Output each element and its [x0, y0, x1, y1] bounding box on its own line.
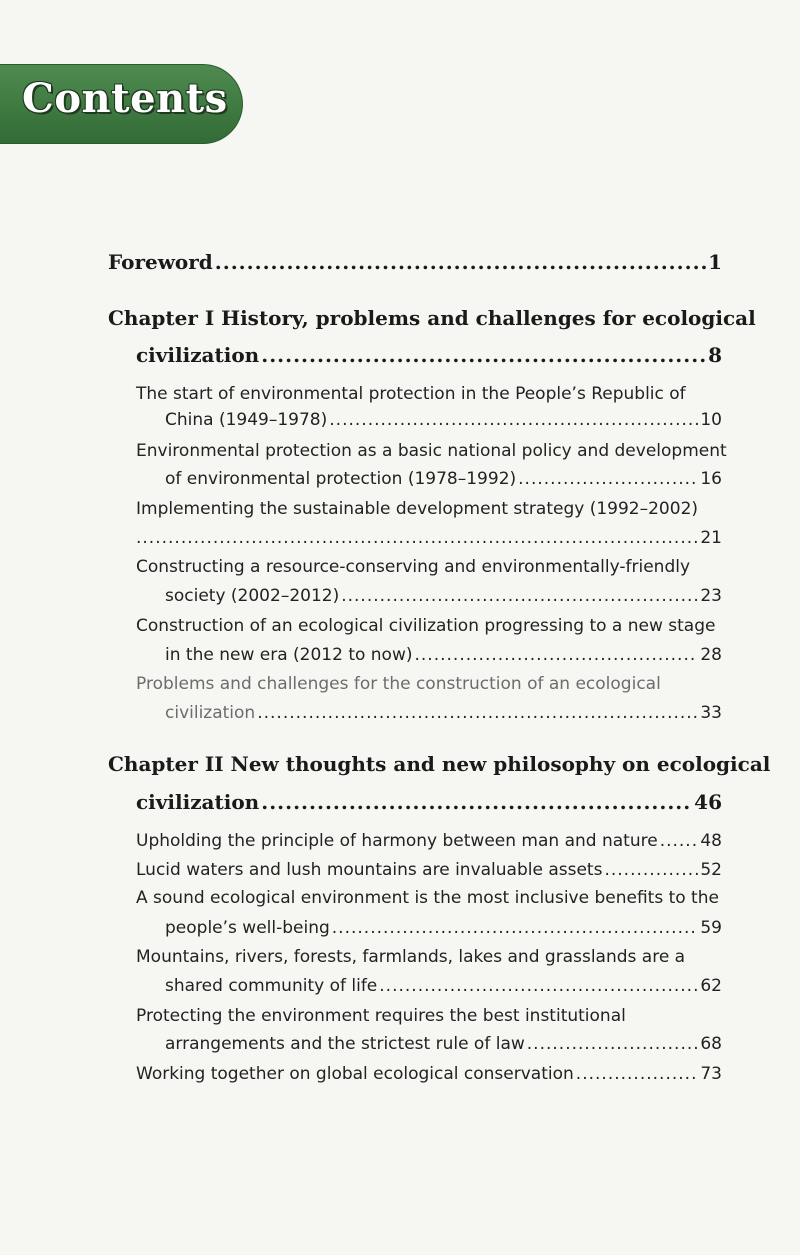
toc-entry-section[interactable]: Mountains, rivers, forests, farmlands, lakes and grasslands are a [136, 947, 686, 967]
chapter-1-title[interactable]: Chapter I History, problems and challenges for ecological [108, 306, 756, 330]
chapter-2-title[interactable]: Chapter II New thoughts and new philosophy on ecological [108, 752, 771, 776]
toc-entry-section[interactable]: Problems and challenges for the construction of an ecological [136, 674, 661, 694]
toc-entry-foreword[interactable] [108, 250, 722, 274]
toc-entry-section[interactable]: The start of environmental protection in the People’s Republic of [136, 384, 686, 404]
dot-leader [527, 1034, 699, 1054]
toc-page-number: 52 [700, 860, 722, 880]
toc-label: Working together on global ecological conservation [136, 1064, 574, 1084]
toc-entry-section[interactable]: Protecting the environment requires the best institutional [136, 1006, 626, 1026]
toc-entry-section[interactable]: Constructing a resource-conserving and environmentally-friendly [136, 557, 691, 577]
toc-label: China (1949–1978) [165, 410, 328, 430]
toc-entry-section-continued[interactable] [165, 645, 722, 665]
toc-page-number: 48 [700, 831, 722, 851]
toc-page-number: 23 [700, 586, 722, 606]
toc-page-number: 21 [700, 528, 722, 548]
dot-leader [257, 703, 698, 723]
toc-entry-section[interactable] [136, 831, 722, 851]
toc-entry-section[interactable]: Construction of an ecological civilization progressing to a new stage [136, 616, 716, 636]
dot-leader [379, 976, 698, 996]
contents-banner [0, 64, 243, 144]
toc-label: shared community of life [165, 976, 378, 996]
dot-leader [604, 860, 698, 880]
toc-label: society (2002–2012) [165, 586, 340, 606]
toc-label: of environmental protection (1978–1992) [165, 469, 517, 489]
toc-entry-section-continued[interactable] [165, 703, 722, 723]
toc-entry-chapter-1[interactable] [136, 343, 722, 367]
dot-leader [261, 790, 692, 814]
toc-label: arrangements and the strictest rule of law [165, 1034, 525, 1054]
toc-page-number: 1 [708, 250, 722, 274]
toc-page-number: 28 [700, 645, 722, 665]
dot-leader [518, 469, 698, 489]
toc-entry-section-continued[interactable] [165, 469, 722, 489]
dot-leader [215, 250, 706, 274]
dot-leader [660, 831, 699, 851]
toc-entry-section[interactable] [136, 860, 722, 880]
toc-label: in the new era (2012 to now) [165, 645, 413, 665]
toc-label: civilization [165, 703, 256, 723]
dot-leader [136, 528, 698, 548]
toc-page-number: 68 [700, 1034, 722, 1054]
dot-leader [415, 645, 699, 665]
toc-entry-section-continued[interactable] [165, 586, 722, 606]
toc-entry-section-continued[interactable] [165, 976, 722, 996]
toc-page-number: 62 [700, 976, 722, 996]
toc-entry-chapter-2[interactable] [136, 790, 722, 814]
dot-leader [329, 410, 698, 430]
toc-entry-section-continued[interactable] [165, 1034, 722, 1054]
toc-page-number: 73 [700, 1064, 722, 1084]
toc-entry-section[interactable] [136, 1064, 722, 1084]
toc-page-number: 8 [708, 343, 722, 367]
toc-entry-section-continued[interactable] [136, 528, 722, 548]
dot-leader [261, 343, 706, 367]
toc-label: Upholding the principle of harmony between man and nature [136, 831, 658, 851]
toc-label: people’s well-being [165, 918, 330, 938]
toc-page-number: 33 [700, 703, 722, 723]
toc-label: Foreword [108, 250, 213, 274]
toc-label: civilization [136, 343, 260, 367]
toc-page-number: 59 [700, 918, 722, 938]
toc-label: Lucid waters and lush mountains are invaluable assets [136, 860, 603, 880]
dot-leader [576, 1064, 699, 1084]
dot-leader [341, 586, 698, 606]
toc-label: civilization [136, 790, 260, 814]
dot-leader [332, 918, 699, 938]
toc-entry-section-continued[interactable] [165, 918, 722, 938]
toc-entry-section-continued[interactable] [165, 410, 722, 430]
toc-entry-section[interactable]: Environmental protection as a basic national policy and development [136, 441, 727, 461]
toc-page-number: 16 [700, 469, 722, 489]
page-title: Contents [22, 75, 228, 122]
toc-page-number: 46 [694, 790, 722, 814]
toc-entry-section[interactable]: Implementing the sustainable development strategy (1992–2002) [136, 499, 699, 519]
toc-entry-section[interactable]: A sound ecological environment is the most inclusive benefits to the [136, 888, 719, 908]
toc-page-number: 10 [700, 410, 722, 430]
